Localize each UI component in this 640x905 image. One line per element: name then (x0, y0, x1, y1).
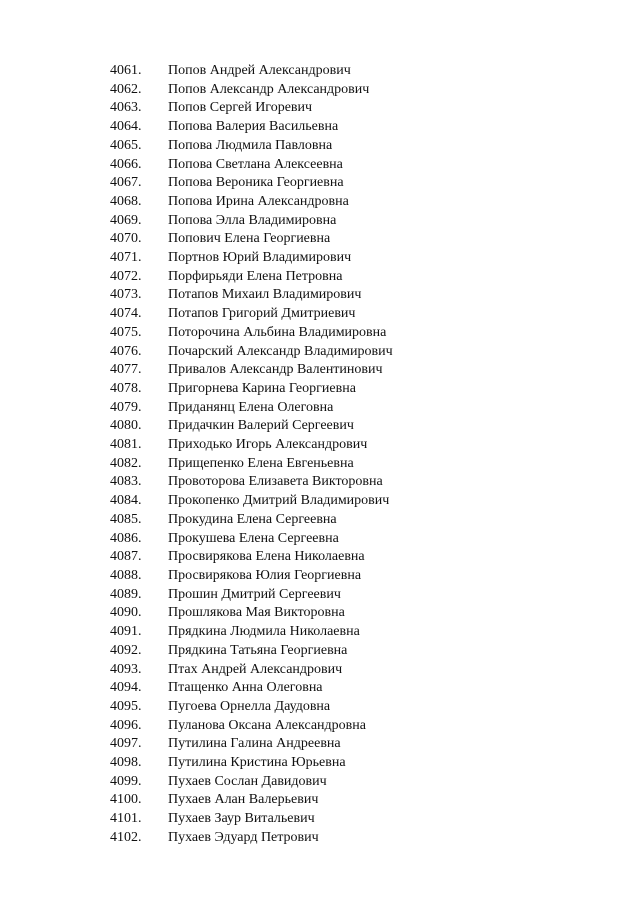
entry-number: 4078. (110, 380, 142, 396)
entry-name: Попова Светлана Алексеевна (168, 156, 343, 172)
name-list (110, 62, 393, 848)
entry-number: 4096. (110, 717, 142, 733)
entry-name: Попова Вероника Георгиевна (168, 175, 344, 191)
entry-name: Прокудина Елена Сергеевна (168, 511, 337, 527)
entry-number: 4100. (110, 792, 142, 808)
entry-name: Пуланова Оксана Александровна (168, 717, 366, 733)
list-item (110, 305, 393, 324)
entry-name: Попова Валерия Васильевна (168, 119, 339, 135)
list-item (110, 530, 393, 549)
list-item (110, 791, 393, 810)
entry-number: 4089. (110, 586, 142, 602)
list-item (110, 268, 393, 287)
entry-number: 4086. (110, 530, 142, 546)
entry-name: Пухаев Заур Витальевич (168, 811, 315, 827)
entry-name: Прищепенко Елена Евгеньевна (168, 455, 354, 471)
list-item (110, 99, 393, 118)
entry-number: 4101. (110, 811, 142, 827)
entry-name: Попов Сергей Игоревич (168, 100, 313, 116)
entry-name: Прокушева Елена Сергеевна (168, 530, 339, 546)
list-item (110, 623, 393, 642)
list-item (110, 810, 393, 829)
entry-number: 4068. (110, 193, 142, 209)
entry-name: Пухаев Сослан Давидович (168, 773, 327, 789)
list-item (110, 343, 393, 362)
entry-name: Приданянц Елена Олеговна (168, 399, 334, 415)
list-item (110, 473, 393, 492)
list-item (110, 212, 393, 231)
list-item (110, 249, 393, 268)
entry-number: 4064. (110, 119, 142, 135)
list-item (110, 773, 393, 792)
entry-name: Прошин Дмитрий Сергеевич (168, 586, 341, 602)
list-item (110, 174, 393, 193)
entry-name: Привалов Александр Валентинович (168, 362, 383, 378)
entry-number: 4071. (110, 250, 142, 266)
list-item (110, 380, 393, 399)
list-item (110, 436, 393, 455)
list-item (110, 548, 393, 567)
list-item (110, 455, 393, 474)
entry-number: 4091. (110, 624, 142, 640)
entry-number: 4075. (110, 324, 142, 340)
entry-name: Пухаев Эдуард Петрович (168, 829, 319, 845)
entry-number: 4063. (110, 100, 142, 116)
list-item (110, 286, 393, 305)
entry-number: 4076. (110, 343, 142, 359)
entry-number: 4081. (110, 437, 142, 453)
entry-name: Почарский Александр Владимирович (168, 343, 393, 359)
list-item (110, 81, 393, 100)
list-item (110, 361, 393, 380)
list-item (110, 156, 393, 175)
entry-name: Придачкин Валерий Сергеевич (168, 418, 354, 434)
entry-name: Пугоева Орнелла Даудовна (168, 698, 331, 714)
entry-name: Порфирьяди Елена Петровна (168, 268, 343, 284)
entry-name: Просвирякова Елена Николаевна (168, 549, 365, 565)
list-item (110, 567, 393, 586)
entry-number: 4073. (110, 287, 142, 303)
entry-number: 4069. (110, 212, 142, 228)
entry-name: Попова Элла Владимировна (168, 212, 337, 228)
entry-number: 4085. (110, 511, 142, 527)
entry-name: Путилина Галина Андреевна (168, 736, 341, 752)
entry-number: 4102. (110, 829, 142, 845)
list-item (110, 492, 393, 511)
entry-number: 4080. (110, 418, 142, 434)
entry-number: 4066. (110, 156, 142, 172)
entry-number: 4072. (110, 268, 142, 284)
entry-number: 4092. (110, 642, 142, 658)
entry-number: 4074. (110, 306, 142, 322)
entry-name: Портнов Юрий Владимирович (168, 250, 352, 266)
entry-number: 4095. (110, 698, 142, 714)
entry-name: Приходько Игорь Александрович (168, 437, 368, 453)
list-item (110, 193, 393, 212)
list-item (110, 735, 393, 754)
list-item (110, 642, 393, 661)
entry-name: Птах Андрей Александрович (168, 661, 343, 677)
entry-name: Потапов Михаил Владимирович (168, 287, 362, 303)
entry-number: 4083. (110, 474, 142, 490)
entry-number: 4084. (110, 493, 142, 509)
entry-number: 4093. (110, 661, 142, 677)
list-item (110, 717, 393, 736)
entry-name: Попов Александр Александрович (168, 81, 370, 97)
entry-number: 4067. (110, 175, 142, 191)
entry-number: 4087. (110, 549, 142, 565)
list-item (110, 679, 393, 698)
list-item (110, 661, 393, 680)
entry-name: Просвирякова Юлия Георгиевна (168, 567, 362, 583)
entry-number: 4090. (110, 605, 142, 621)
entry-name: Прокопенко Дмитрий Владимирович (168, 493, 390, 509)
list-item (110, 417, 393, 436)
entry-number: 4098. (110, 755, 142, 771)
entry-name: Птащенко Анна Олеговна (168, 680, 323, 696)
entry-name: Провоторова Елизавета Викторовна (168, 474, 383, 490)
entry-number: 4082. (110, 455, 142, 471)
list-item (110, 511, 393, 530)
entry-number: 4094. (110, 680, 142, 696)
list-item (110, 324, 393, 343)
entry-number: 4088. (110, 567, 142, 583)
list-item (110, 137, 393, 156)
entry-name: Пухаев Алан Валерьевич (168, 792, 319, 808)
entry-name: Потапов Григорий Дмитриевич (168, 306, 356, 322)
entry-name: Попов Андрей Александрович (168, 63, 351, 78)
list-item (110, 829, 393, 848)
list-item (110, 62, 393, 81)
list-item (110, 586, 393, 605)
list-item (110, 754, 393, 773)
list-item (110, 399, 393, 418)
entry-number: 4079. (110, 399, 142, 415)
entry-number: 4062. (110, 81, 142, 97)
entry-name: Прядкина Людмила Николаевна (168, 624, 360, 640)
entry-name: Поторочина Альбина Владимировна (168, 324, 387, 340)
entry-number: 4097. (110, 736, 142, 752)
entry-name: Путилина Кристина Юрьевна (168, 755, 346, 771)
entry-name: Попова Ирина Александровна (168, 193, 349, 209)
entry-number: 4099. (110, 773, 142, 789)
list-item (110, 118, 393, 137)
entry-number: 4061. (110, 63, 142, 78)
list-item (110, 698, 393, 717)
entry-name: Попович Елена Георгиевна (168, 231, 331, 247)
entry-number: 4070. (110, 231, 142, 247)
entry-name: Прядкина Татьяна Георгиевна (168, 642, 348, 658)
list-item (110, 604, 393, 623)
list-item (110, 230, 393, 249)
entry-number: 4065. (110, 137, 142, 153)
entry-name: Пригорнева Карина Георгиевна (168, 380, 356, 396)
entry-number: 4077. (110, 362, 142, 378)
entry-name: Прошлякова Мая Викторовна (168, 605, 345, 621)
entry-name: Попова Людмила Павловна (168, 137, 333, 153)
